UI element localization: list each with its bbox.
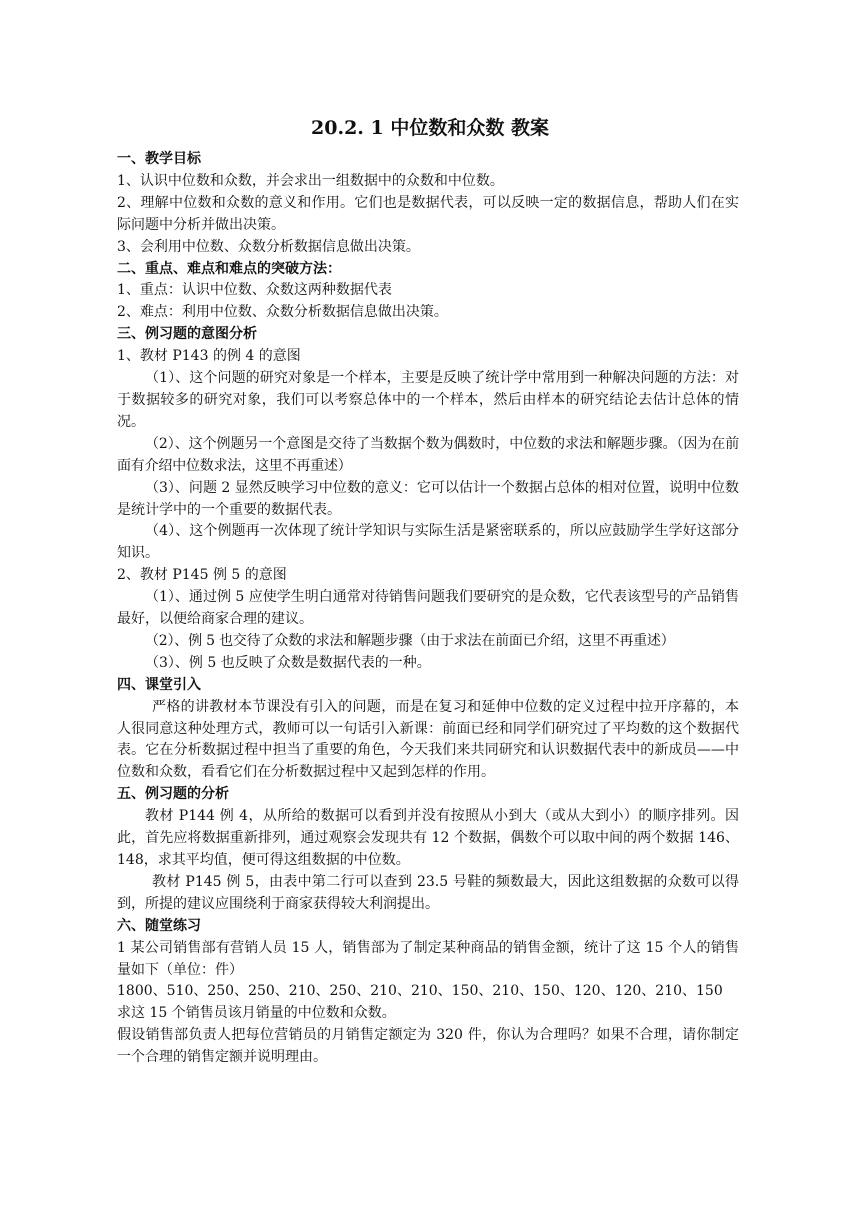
intent-paragraph: （2）、例 5 也交待了众数的求法和解题步骤（由于求法在前面已介绍，这里不再重述） [145,632,675,649]
goal-item: 1、认识中位数和众数，并会求出一组数据中的众数和中位数。 [117,172,504,189]
intro-paragraph: 严格的讲教材本节课没有引入的问题，而是在复习和延伸中位数的定义过程中拉开序幕的，本人很同意这种处理方式，教师可以一句话引入新课：前面已经和同学们研究过了平均数的这个数据代表。它在分析数据过程中担当了重要的角色，今天我们来共同研究和认识数据代表中的新成员——中位数和众数，看看它们在分析数据过程中又起到怎样的作用。 [117,698,739,781]
intent-paragraph: （3）、例 5 也反映了众数是数据代表的一种。 [145,654,431,671]
analysis-paragraph: 教材 P144 例 4，从所给的数据可以看到并没有按照从小到大（或从大到小）的顺序排列。因此，首先应将数据重新排列，通过观察会发现共有 12 个数据，偶数个可以取中间的两个数据 146、148，求其平均值，便可得这组数据的中位数。 [117,808,739,868]
section-heading-intent: 三、例习题的意图分析 [117,326,257,343]
key-point-item: 2、难点：利用中位数、众数分析数据信息做出决策。 [117,304,448,321]
section-heading-key-points: 二、重点、难点和难点的突破方法： [117,260,341,277]
section-heading-goals: 一、教学目标 [117,151,201,167]
practice-numbers: 1800、510、250、250、210、250、210、210、150、210、150、120、120、210、150 [117,983,723,1000]
section-heading-analysis: 五、例习题的分析 [117,786,229,803]
goal-item: 3、会利用中位数、众数分析数据信息做出决策。 [117,238,420,255]
goal-item: 2、理解中位数和众数的意义和作用。它们也是数据代表，可以反映一定的数据信息，帮助人们在实际问题中分析并做出决策。 [117,194,739,233]
intent-paragraph: （1）、这个问题的研究对象是一个样本，主要是反映了统计学中常用到一种解决问题的方法：对于数据较多的研究对象，我们可以考察总体中的一个样本，然后由样本的研究结论去估计总体的情况。 [117,370,739,430]
practice-question: 求这 15 个销售员该月销量的中位数和众数。 [117,1005,396,1022]
intent-paragraph: （3）、问题 2 显然反映学习中位数的意义：它可以估计一个数据占总体的相对位置，说明中位数是统计学中的一个重要的数据代表。 [117,479,739,518]
section-heading-intro: 四、课堂引入 [117,676,201,693]
intent-paragraph: （2）、这个例题另一个意图是交待了当数据个数为偶数时，中位数的求法和解题步骤。（因为在前面有介绍中位数求法，这里不再重述） [117,435,739,474]
practice-intro: 1 某公司销售部有营销人员 15 人，销售部为了制定某种商品的销售金额，统计了这 15 个人的销售量如下（单位：件） [117,939,739,978]
intent-paragraph: （4）、这个例题再一次体现了统计学知识与实际生活是紧密联系的，所以应鼓励学生学好这部分知识。 [117,523,739,562]
subsection-title: 2、教材 P145 例 5 的意图 [117,567,287,584]
subsection-title: 1、教材 P143 的例 4 的意图 [117,348,301,365]
practice-question: 假设销售部负责人把每位营销员的月销售定额定为 320 件，你认为合理吗？如果不合理，请你制定一个合理的销售定额并说明理由。 [117,1027,739,1066]
intent-paragraph: （1）、通过例 5 应使学生明白通常对待销售问题我们要研究的是众数，它代表该型号的产品销售最好，以便给商家合理的建议。 [117,589,739,628]
document-title: 20.2. 1 中位数和众数 教案 [311,117,549,139]
document-body [117,149,739,1069]
section-heading-practice: 六、随堂练习 [117,917,201,934]
analysis-paragraph: 教材 P145 例 5，由表中第二行可以查到 23.5 号鞋的频数最大，因此这组数据的众数可以得到，所提的建议应围绕利于商家获得较大利润提出。 [117,873,739,912]
key-point-item: 1、重点：认识中位数、众数这两种数据代表 [117,282,392,299]
